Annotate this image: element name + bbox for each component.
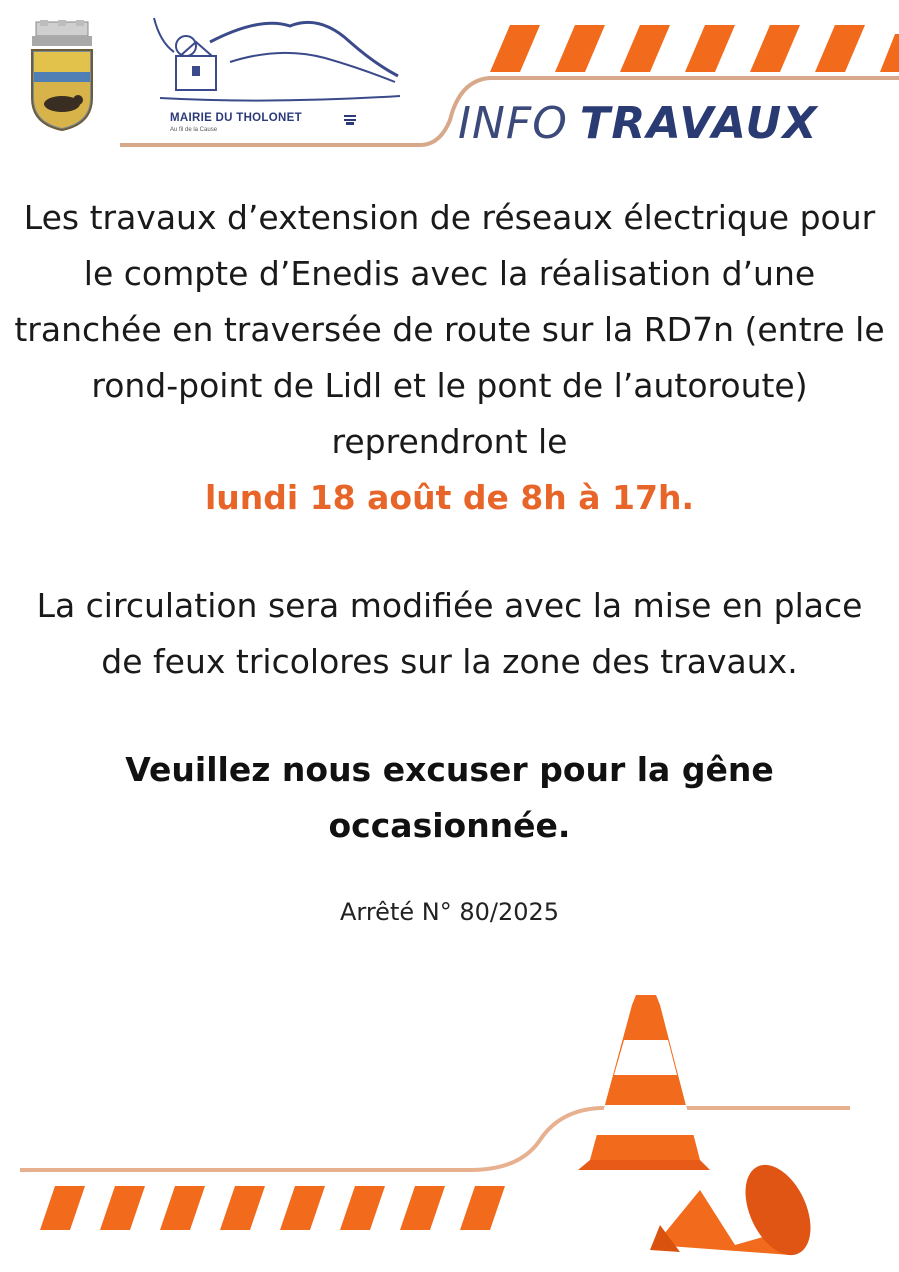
header: [0, 0, 899, 160]
apology-text: Veuillez nous excuser pour la gêne occasionnée.: [125, 750, 774, 845]
main-notice-text: Les travaux d’extension de réseaux électrique pour le compte d’Enedis avec la réalisation d’une tranchée en traversée de route sur la RD7n (entre le rond-point de Lidl et le pont de l’autoroute) reprendront le: [14, 198, 885, 461]
notice-body: [0, 190, 899, 950]
banner-travaux: TRAVAUX: [579, 98, 819, 149]
banner-info: INFO: [458, 98, 568, 149]
footer-cones-art: [0, 990, 899, 1272]
info-travaux-banner: [458, 96, 818, 152]
date-highlight: lundi 18 août de 8h à 17h.: [205, 478, 694, 517]
decree-reference: Arrêté N° 80/2025: [339, 898, 560, 926]
mairie-name: MAIRIE DU THOLONET: [170, 112, 302, 124]
circulation-notice: La circulation sera modifiée avec la mise en place de feux tricolores sur la zone des travaux.: [36, 586, 863, 681]
traffic-cone-icon: [578, 995, 710, 1170]
fallen-traffic-cone-icon: [650, 1155, 824, 1266]
mairie-tagline: Au fil de la Cause: [170, 127, 218, 133]
town-crest-icon: [28, 20, 96, 132]
